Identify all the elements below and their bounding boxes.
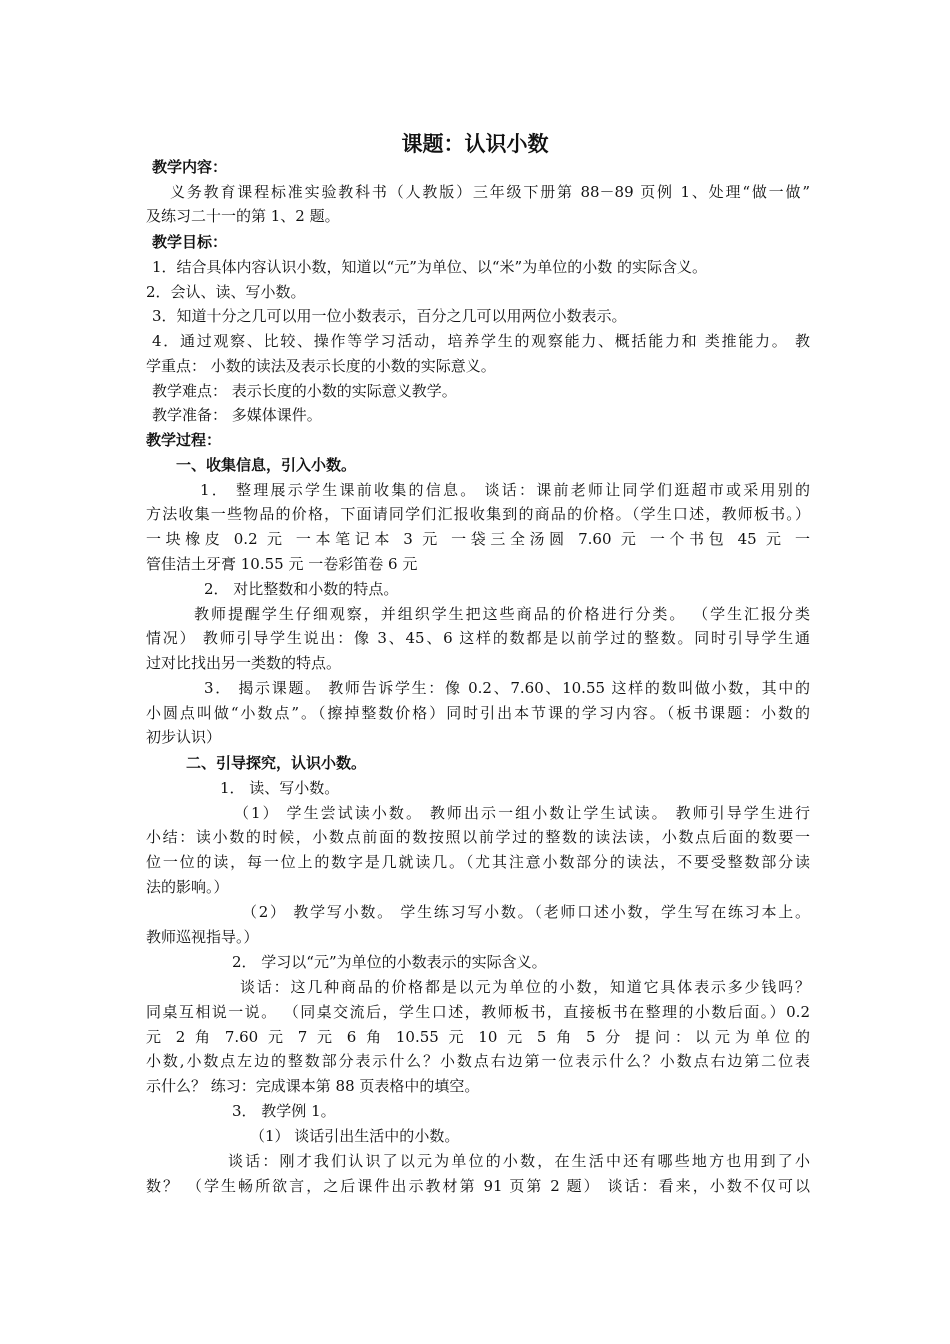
paragraph-line: 4．通过观察、比较、操作等学习活动，培养学生的观察能力、概括能力和 类推能力。 教 — [152, 332, 810, 350]
paragraph-line: 初步认识） — [146, 728, 222, 746]
paragraph-line: 教学准备： 多媒体课件。 — [152, 406, 322, 424]
section-heading: 教学内容： — [152, 158, 228, 176]
section-heading: 一、收集信息，引入小数。 — [176, 456, 357, 474]
paragraph-line: 示什么？ 练习：完成课本第 88 页表格中的填空。 — [146, 1077, 480, 1095]
paragraph-line: 3． 揭示课题。 教师告诉学生：像 0.2、7.60、10.55 这样的数叫做小数，其中的 — [204, 679, 810, 697]
paragraph-line: 同桌互相说一说。 （同桌交流后，学生口述，教师板书，直接板书在整理的小数后面。）0.2 — [146, 1003, 810, 1021]
paragraph-line: 3． 教学例 1。 — [232, 1102, 336, 1120]
paragraph-line: 小圆点叫做“小数点”。（擦掉整数价格）同时引出本节课的学习内容。（板书课题：小数的 — [146, 704, 810, 722]
paragraph-line: 数？ （学生畅所欲言，之后课件出示教材第 91 页第 2 题） 谈话：看来，小数不仅可以 — [146, 1177, 810, 1195]
paragraph-line: 义务教育课程标准实验教科书（人教版）三年级下册第 88－89 页例 1、处理“做一做” — [170, 183, 810, 201]
paragraph-line: （2） 教学写小数。 学生练习写小数。（老师口述小数，学生写在练习本上。 — [242, 903, 810, 921]
paragraph-line: 学重点： 小数的读法及表示长度的小数的实际意义。 — [146, 357, 496, 375]
paragraph-line: 2． 学习以“元”为单位的小数表示的实际含义。 — [232, 953, 547, 971]
paragraph-line: 小结：读小数的时候，小数点前面的数按照以前学过的整数的读法读，小数点后面的数要一 — [146, 828, 810, 846]
paragraph-line: 管佳洁土牙膏 10.55 元 一卷彩笛卷 6 元 — [146, 555, 418, 573]
paragraph-line: 1．结合具体内容认识小数，知道以“元”为单位、以“米”为单位的小数 的实际含义。 — [152, 258, 707, 276]
paragraph-line: 教师巡视指导。） — [146, 928, 259, 946]
section-heading: 二、引导探究，认识小数。 — [186, 754, 367, 772]
paragraph-line: 谈话：刚才我们认识了以元为单位的小数，在生活中还有哪些地方也用到了小 — [228, 1152, 810, 1170]
paragraph-line: 情况） 教师引导学生说出：像 3、45、6 这样的数都是以前学过的整数。同时引导学生通 — [146, 629, 810, 647]
paragraph-line: 过对比找出另一类数的特点。 — [146, 654, 342, 672]
paragraph-line: 教学难点： 表示长度的小数的实际意义教学。 — [152, 382, 457, 400]
section-heading: 教学过程： — [146, 431, 222, 449]
paragraph-line: 位一位的读，每一位上的数字是几就读几。（尤其注意小数部分的读法，不要受整数部分读 — [146, 853, 810, 871]
paragraph-line: 一块橡皮 0.2 元 一本笔记本 3 元 一袋三全汤圆 7.60 元 一个书包 45 元 一 — [146, 530, 810, 548]
paragraph-line: （1） 谈话引出生活中的小数。 — [250, 1127, 460, 1145]
paragraph-line: 2． 对比整数和小数的特点。 — [204, 580, 399, 598]
paragraph-line: 谈话：这几种商品的价格都是以元为单位的小数，知道它具体表示多少钱吗？ — [240, 978, 810, 996]
paragraph-line: 1． 读、写小数。 — [220, 779, 340, 797]
paragraph-line: 1． 整理展示学生课前收集的信息。 谈话：课前老师让同学们逛超市或采用别的 — [200, 481, 810, 499]
paragraph-line: 及练习二十一的第 1、2 题。 — [146, 207, 340, 225]
section-heading: 教学目标： — [152, 233, 228, 251]
paragraph-line: 方法收集一些物品的价格，下面请同学们汇报收集到的商品的价格。（学生口述，教师板书。） — [146, 505, 810, 523]
paragraph-line: 2．会认、读、写小数。 — [146, 283, 306, 301]
document-title: 课题：认识小数 — [401, 132, 549, 156]
paragraph-line: 小数,小数点左边的整数部分表示什么？小数点右边第一位表示什么？小数点右边第二位表 — [146, 1052, 810, 1070]
paragraph-line: （1） 学生尝试读小数。 教师出示一组小数让学生试读。 教师引导学生进行 — [234, 804, 810, 822]
paragraph-line: 教师提醒学生仔细观察，并组织学生把这些商品的价格进行分类。 （学生汇报分类 — [194, 605, 810, 623]
paragraph-line: 元 2 角 7.60 元 7 元 6 角 10.55 元 10 元 5 角 5 分 提问：以元为单位的 — [146, 1028, 810, 1046]
paragraph-line: 法的影响。） — [146, 878, 229, 896]
paragraph-line: 3．知道十分之几可以用一位小数表示，百分之几可以用两位小数表示。 — [152, 307, 627, 325]
